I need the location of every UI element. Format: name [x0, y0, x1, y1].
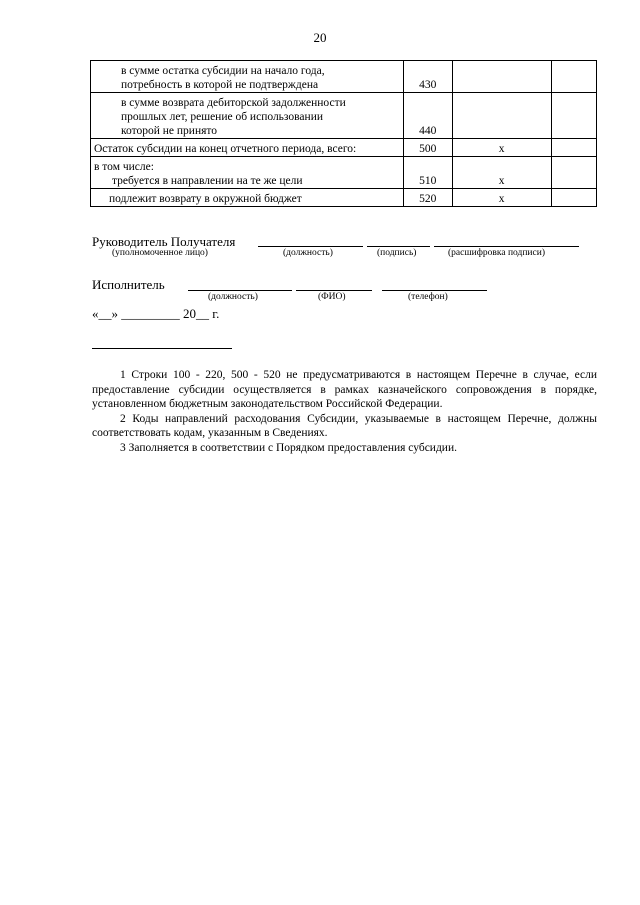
row-code-cell: 440: [403, 93, 452, 139]
row-name-line: потребность в которой не подтверждена: [121, 79, 319, 91]
subsidy-report-table: [90, 60, 597, 207]
footnote: 3 Заполняется в соответствии с Порядком предоставления субсидии.: [120, 441, 457, 454]
row-name-line: требуется в направлении на те же цели: [112, 175, 303, 187]
row-value-cell: [551, 157, 596, 189]
row-value-cell: x: [452, 139, 551, 157]
page-number: 20: [313, 30, 327, 45]
caption-executor-position: (должность): [208, 292, 258, 302]
row-name-line: которой не принято: [121, 125, 218, 137]
table-row: [91, 189, 597, 207]
caption-executor-phone: (телефон): [408, 292, 448, 302]
row-name-line: прошлых лет, решение об использовании: [121, 111, 323, 123]
row-value-cell: x: [452, 189, 551, 207]
executor-position-line: [188, 290, 292, 291]
row-code-cell: 500: [403, 139, 452, 157]
date-line: «__» _________ 20__ г.: [92, 306, 220, 321]
row-name-cell: [91, 139, 404, 157]
position-signature-line: [258, 246, 363, 247]
signature-decoding-line: [434, 246, 579, 247]
head-sub-label: (уполномоченное лицо): [112, 248, 208, 258]
row-name-cell: [91, 157, 404, 189]
head-label: Руководитель Получателя: [92, 234, 236, 249]
row-code-cell: 430: [403, 61, 452, 93]
caption-signature: (подпись): [377, 248, 417, 258]
row-value-cell: [551, 139, 596, 157]
row-name-cell: [91, 61, 404, 93]
row-name-line: подлежит возврату в окружной бюджет: [109, 193, 302, 205]
row-name-line: в сумме остатка субсидии на начало года,: [121, 65, 325, 77]
row-code-cell: 510: [403, 157, 452, 189]
row-code-cell: 520: [403, 189, 452, 207]
footnote: 2 Коды направлений расходования Субсидии, указываемые в настоящем Перечне, должны соответствовать кодам, указанным в Сведениях.: [92, 412, 597, 439]
table-row: [91, 93, 597, 139]
row-value-cell: [452, 93, 551, 139]
caption-signature-decoding: (расшифровка подписи): [448, 248, 545, 258]
caption-executor-name: (ФИО): [318, 292, 346, 302]
footnote: 1 Строки 100 - 220, 500 - 520 не предусматриваются в настоящем Перечне в случае, если предоставление субсидии осуществляется в рамках казначейского сопровождения в порядке, установленном бюджетным законодательством Российской Федерации.: [92, 369, 597, 410]
row-value-cell: [551, 61, 596, 93]
row-name-line: в том числе:: [94, 161, 154, 173]
row-value-cell: [551, 189, 596, 207]
table-row: [91, 157, 597, 189]
executor-phone-line: [382, 290, 487, 291]
row-name-line: Остаток субсидии на конец отчетного периода, всего:: [94, 143, 357, 155]
executor-name-line: [296, 290, 372, 291]
row-name-cell: [91, 93, 404, 139]
caption-position: (должность): [283, 248, 333, 258]
row-value-cell: [551, 93, 596, 139]
footnotes: [92, 368, 597, 455]
table-row: [91, 61, 597, 93]
signature-line: [367, 246, 430, 247]
footnote-separator: [92, 348, 232, 349]
row-value-cell: [452, 61, 551, 93]
row-name-line: в сумме возврата дебиторской задолженности: [121, 97, 346, 109]
executor-label: Исполнитель: [92, 277, 165, 292]
row-value-cell: x: [452, 157, 551, 189]
table-row: [91, 139, 597, 157]
row-name-cell: [91, 189, 404, 207]
